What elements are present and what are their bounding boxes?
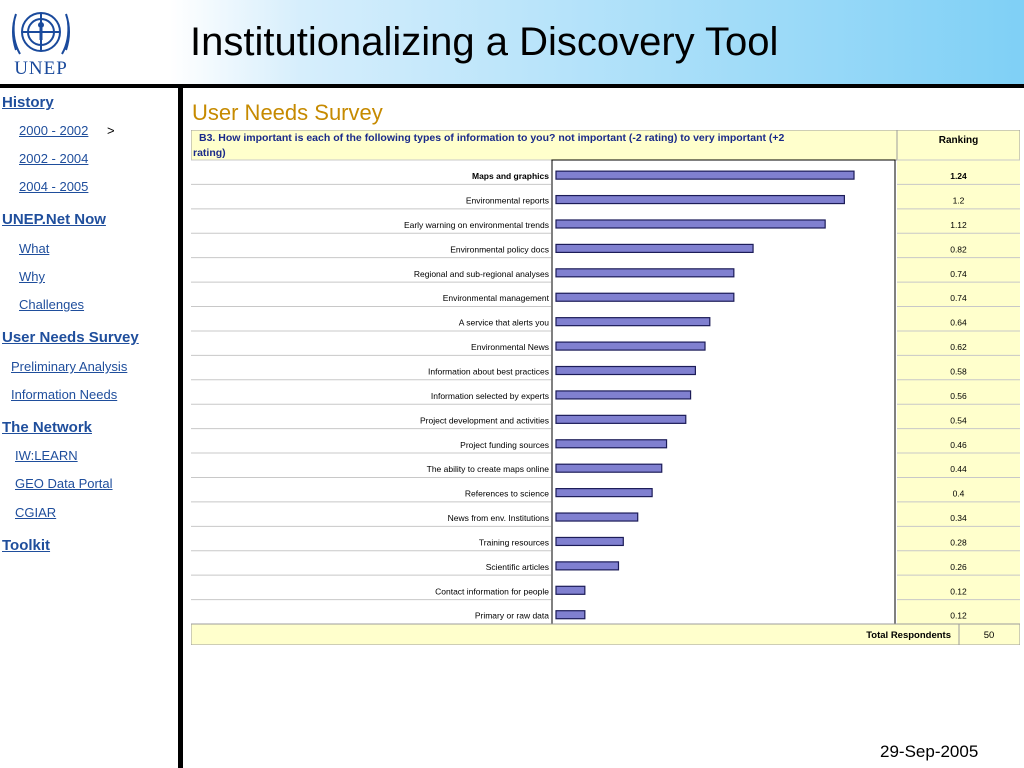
nav-item-challenges[interactable]: Challenges xyxy=(19,297,85,312)
nav-item-cgiar[interactable]: CGIAR xyxy=(15,505,57,520)
page-title: Institutionalizing a Discovery Tool xyxy=(190,20,779,64)
category-label: Project development and activities xyxy=(420,415,549,426)
value-label: 0.82 xyxy=(950,244,967,255)
nav-item-history[interactable]: History xyxy=(2,94,54,111)
value-label: 0.26 xyxy=(950,561,967,572)
nav-item-2002-2004[interactable]: 2002 - 2004 xyxy=(19,151,89,166)
value-label: 0.58 xyxy=(950,366,967,377)
bar xyxy=(556,391,691,399)
category-label: Information selected by experts xyxy=(430,390,549,401)
category-label: Primary or raw data xyxy=(474,610,549,621)
bar xyxy=(556,562,618,570)
bar xyxy=(556,464,662,472)
category-label: Training resources xyxy=(478,537,549,548)
value-label: 0.12 xyxy=(950,586,967,597)
value-label: 0.74 xyxy=(950,293,967,304)
value-label: 0.34 xyxy=(950,513,967,524)
category-label: News from env. Institutions xyxy=(447,513,549,524)
category-label: Information about best practices xyxy=(428,366,549,377)
slide-header xyxy=(0,0,1024,84)
category-label: Maps and graphics xyxy=(472,171,549,182)
bar xyxy=(556,367,695,375)
bar xyxy=(556,196,844,204)
slide-date: 29-Sep-2005 xyxy=(880,742,979,761)
bar xyxy=(556,586,585,594)
category-label: The ability to create maps online xyxy=(426,464,549,475)
bar xyxy=(556,269,734,277)
nav-item-why[interactable]: Why xyxy=(19,269,45,284)
category-label: References to science xyxy=(464,488,549,499)
total-respondents-label: Total Respondents xyxy=(866,630,951,641)
value-label: 0.74 xyxy=(950,268,967,279)
unep-logo-text: UNEP xyxy=(14,58,68,79)
bar xyxy=(556,244,753,252)
category-label: Scientific articles xyxy=(485,561,549,572)
survey-chart xyxy=(191,130,1020,645)
value-label: 0.64 xyxy=(950,317,967,328)
chart-svg xyxy=(191,130,1020,645)
nav-item-preliminary-analysis[interactable]: Preliminary Analysis xyxy=(11,359,128,374)
bar xyxy=(556,489,652,497)
section-subtitle: User Needs Survey xyxy=(192,100,383,125)
nav-item-geo-data-portal[interactable]: GEO Data Portal xyxy=(15,476,113,491)
category-label: Environmental News xyxy=(471,342,549,353)
category-label: Environmental reports xyxy=(465,195,549,206)
category-label: Environmental policy docs xyxy=(450,244,549,255)
value-label: 1.24 xyxy=(950,171,967,182)
nav-item-unep-net-now[interactable]: UNEP.Net Now xyxy=(2,211,106,228)
ranking-header: Ranking xyxy=(938,135,979,146)
nav-item-iw-learn[interactable]: IW:LEARN xyxy=(15,448,78,463)
category-label: A service that alerts you xyxy=(458,317,549,328)
category-label: Contact information for people xyxy=(435,586,549,597)
bar xyxy=(556,611,585,619)
nav-item-what[interactable]: What xyxy=(19,241,50,256)
nav-current-marker: > xyxy=(107,123,115,138)
category-label: Regional and sub-regional analyses xyxy=(413,268,549,279)
nav-item-2000-2002[interactable]: 2000 - 2002 xyxy=(19,123,89,138)
nav-item-user-needs-survey[interactable]: User Needs Survey xyxy=(2,329,139,346)
category-label: Project funding sources xyxy=(460,439,549,450)
bar xyxy=(556,415,686,423)
bar xyxy=(556,537,623,545)
bar xyxy=(556,342,705,350)
value-label: 0.4 xyxy=(952,488,965,499)
bar xyxy=(556,220,825,228)
value-label: 1.12 xyxy=(950,219,967,230)
bar xyxy=(556,171,854,179)
bar xyxy=(556,318,710,326)
category-label: Early warning on environmental trends xyxy=(403,219,549,230)
value-label: 0.62 xyxy=(950,342,967,353)
header-divider xyxy=(0,84,1024,88)
nav-item-toolkit[interactable]: Toolkit xyxy=(2,537,51,554)
value-label: 0.54 xyxy=(950,415,967,426)
category-label: Environmental management xyxy=(442,293,549,304)
value-label: 0.56 xyxy=(950,390,967,401)
sidebar-divider xyxy=(178,84,183,768)
value-label: 1.2 xyxy=(952,195,965,206)
bar xyxy=(556,293,734,301)
nav-item-the-network[interactable]: The Network xyxy=(2,419,93,436)
chart-title: B3. How important is each of the following types of information to you? not important (-2 rating) to very important (+2 rating) xyxy=(193,132,785,159)
value-label: 0.28 xyxy=(950,537,967,548)
value-label: 0.12 xyxy=(950,610,967,621)
bar xyxy=(556,513,638,521)
value-label: 0.44 xyxy=(950,464,967,475)
total-respondents-value: 50 xyxy=(983,630,995,641)
bar xyxy=(556,440,667,448)
value-label: 0.46 xyxy=(950,439,967,450)
nav-item-2004-2005[interactable]: 2004 - 2005 xyxy=(19,179,89,194)
nav-item-information-needs[interactable]: Information Needs xyxy=(11,387,118,402)
